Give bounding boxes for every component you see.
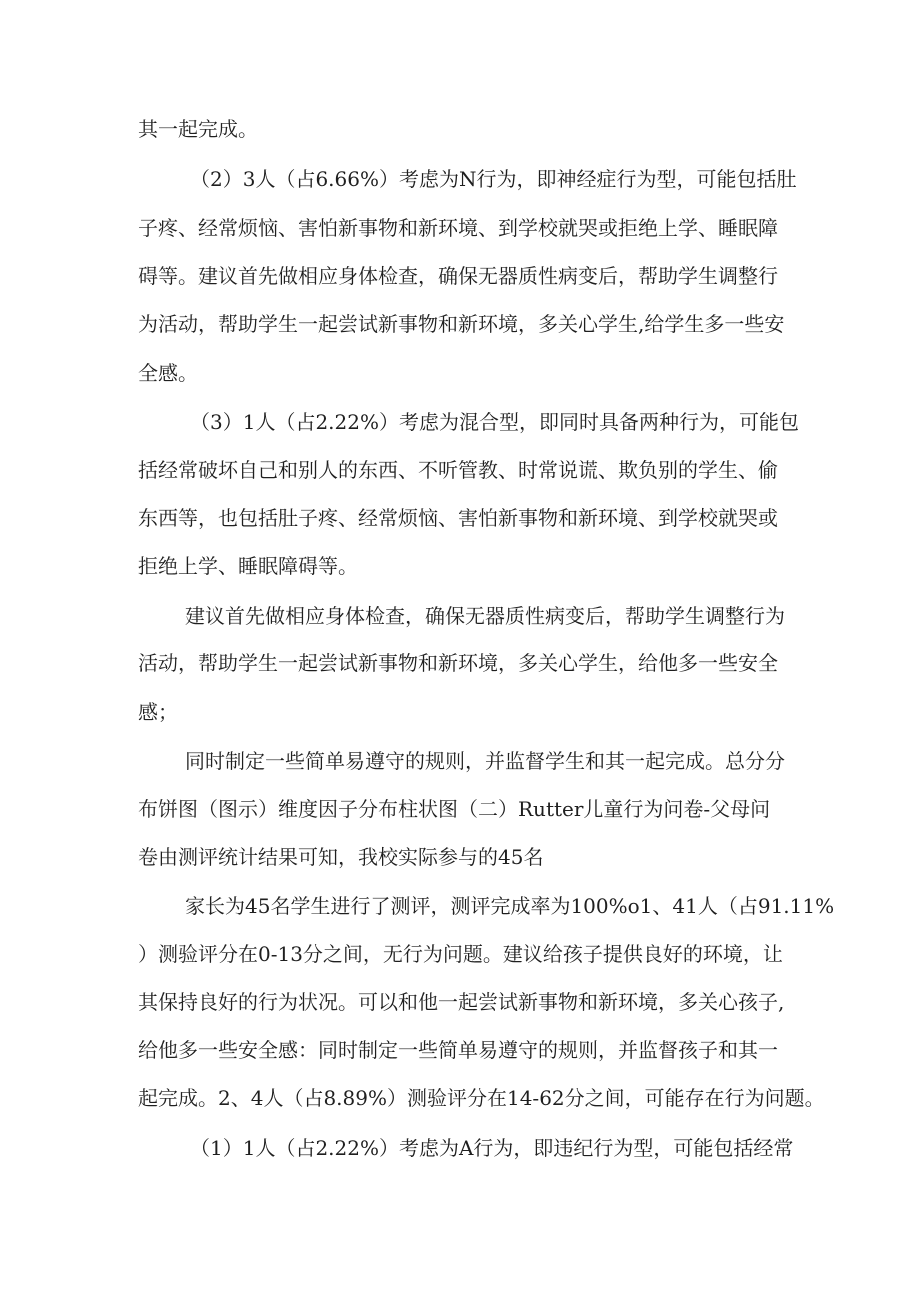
text-line: 同时制定一些简单易遵守的规则，并监督学生和其一起完成。总分分 bbox=[185, 749, 785, 773]
text-line: 其保持良好的行为状况。可以和他一起尝试新事物和新环境，多关心孩子, bbox=[138, 990, 785, 1014]
text-line: 其一起完成。 bbox=[138, 117, 258, 141]
text-line: （2）3人（占6.66%）考虑为N行为，即神经症行为型，可能包括肚 bbox=[190, 167, 797, 191]
text-line: ）测验评分在0-13分之间，无行为问题。建议给孩子提供良好的环境，让 bbox=[138, 942, 783, 966]
text-line: 家长为45名学生进行了测评，测评完成率为100%o1、41人（占91.11% bbox=[185, 894, 835, 918]
text-line: 碍等。建议首先做相应身体检查，确保无器质性病变后，帮助学生调整行 bbox=[138, 264, 778, 288]
text-line: 布饼图（图示）维度因子分布柱状图（二）Rutter儿童行为问卷-父母问 bbox=[138, 797, 771, 821]
text-line: 感； bbox=[138, 700, 178, 724]
text-line: （1）1人（占2.22%）考虑为A行为，即违纪行为型，可能包括经常 bbox=[190, 1136, 794, 1160]
text-line: （3）1人（占2.22%）考虑为混合型，即同时具备两种行为，可能包 bbox=[190, 410, 799, 434]
text-line: 起完成。2、4人（占8.89%）测验评分在14-62分之间，可能存在行为问题。 bbox=[138, 1086, 825, 1110]
text-line: 东西等，也包括肚子疼、经常烦恼、害怕新事物和新环境、到学校就哭或 bbox=[138, 506, 778, 530]
text-line: 子疼、经常烦恼、害怕新事物和新环境、到学校就哭或拒绝上学、睡眠障 bbox=[138, 216, 778, 240]
text-line: 活动，帮助学生一起尝试新事物和新环境，多关心学生，给他多一些安全 bbox=[138, 651, 778, 675]
text-line: 给他多一些安全感：同时制定一些简单易遵守的规则，并监督孩子和其一 bbox=[138, 1038, 778, 1062]
text-line: 括经常破坏自己和别人的东西、不听管教、时常说谎、欺负别的学生、偷 bbox=[138, 458, 778, 482]
text-line: 建议首先做相应身体检查，确保无器质性病变后，帮助学生调整行为 bbox=[185, 604, 785, 628]
text-line: 为活动，帮助学生一起尝试新事物和新环境，多关心学生,给学生多一些安 bbox=[138, 312, 785, 336]
text-line: 拒绝上学、睡眠障碍等。 bbox=[138, 554, 358, 578]
text-line: 卷由测评统计结果可知，我校实际参与的45名 bbox=[138, 845, 544, 869]
text-line: 全感。 bbox=[138, 361, 198, 385]
